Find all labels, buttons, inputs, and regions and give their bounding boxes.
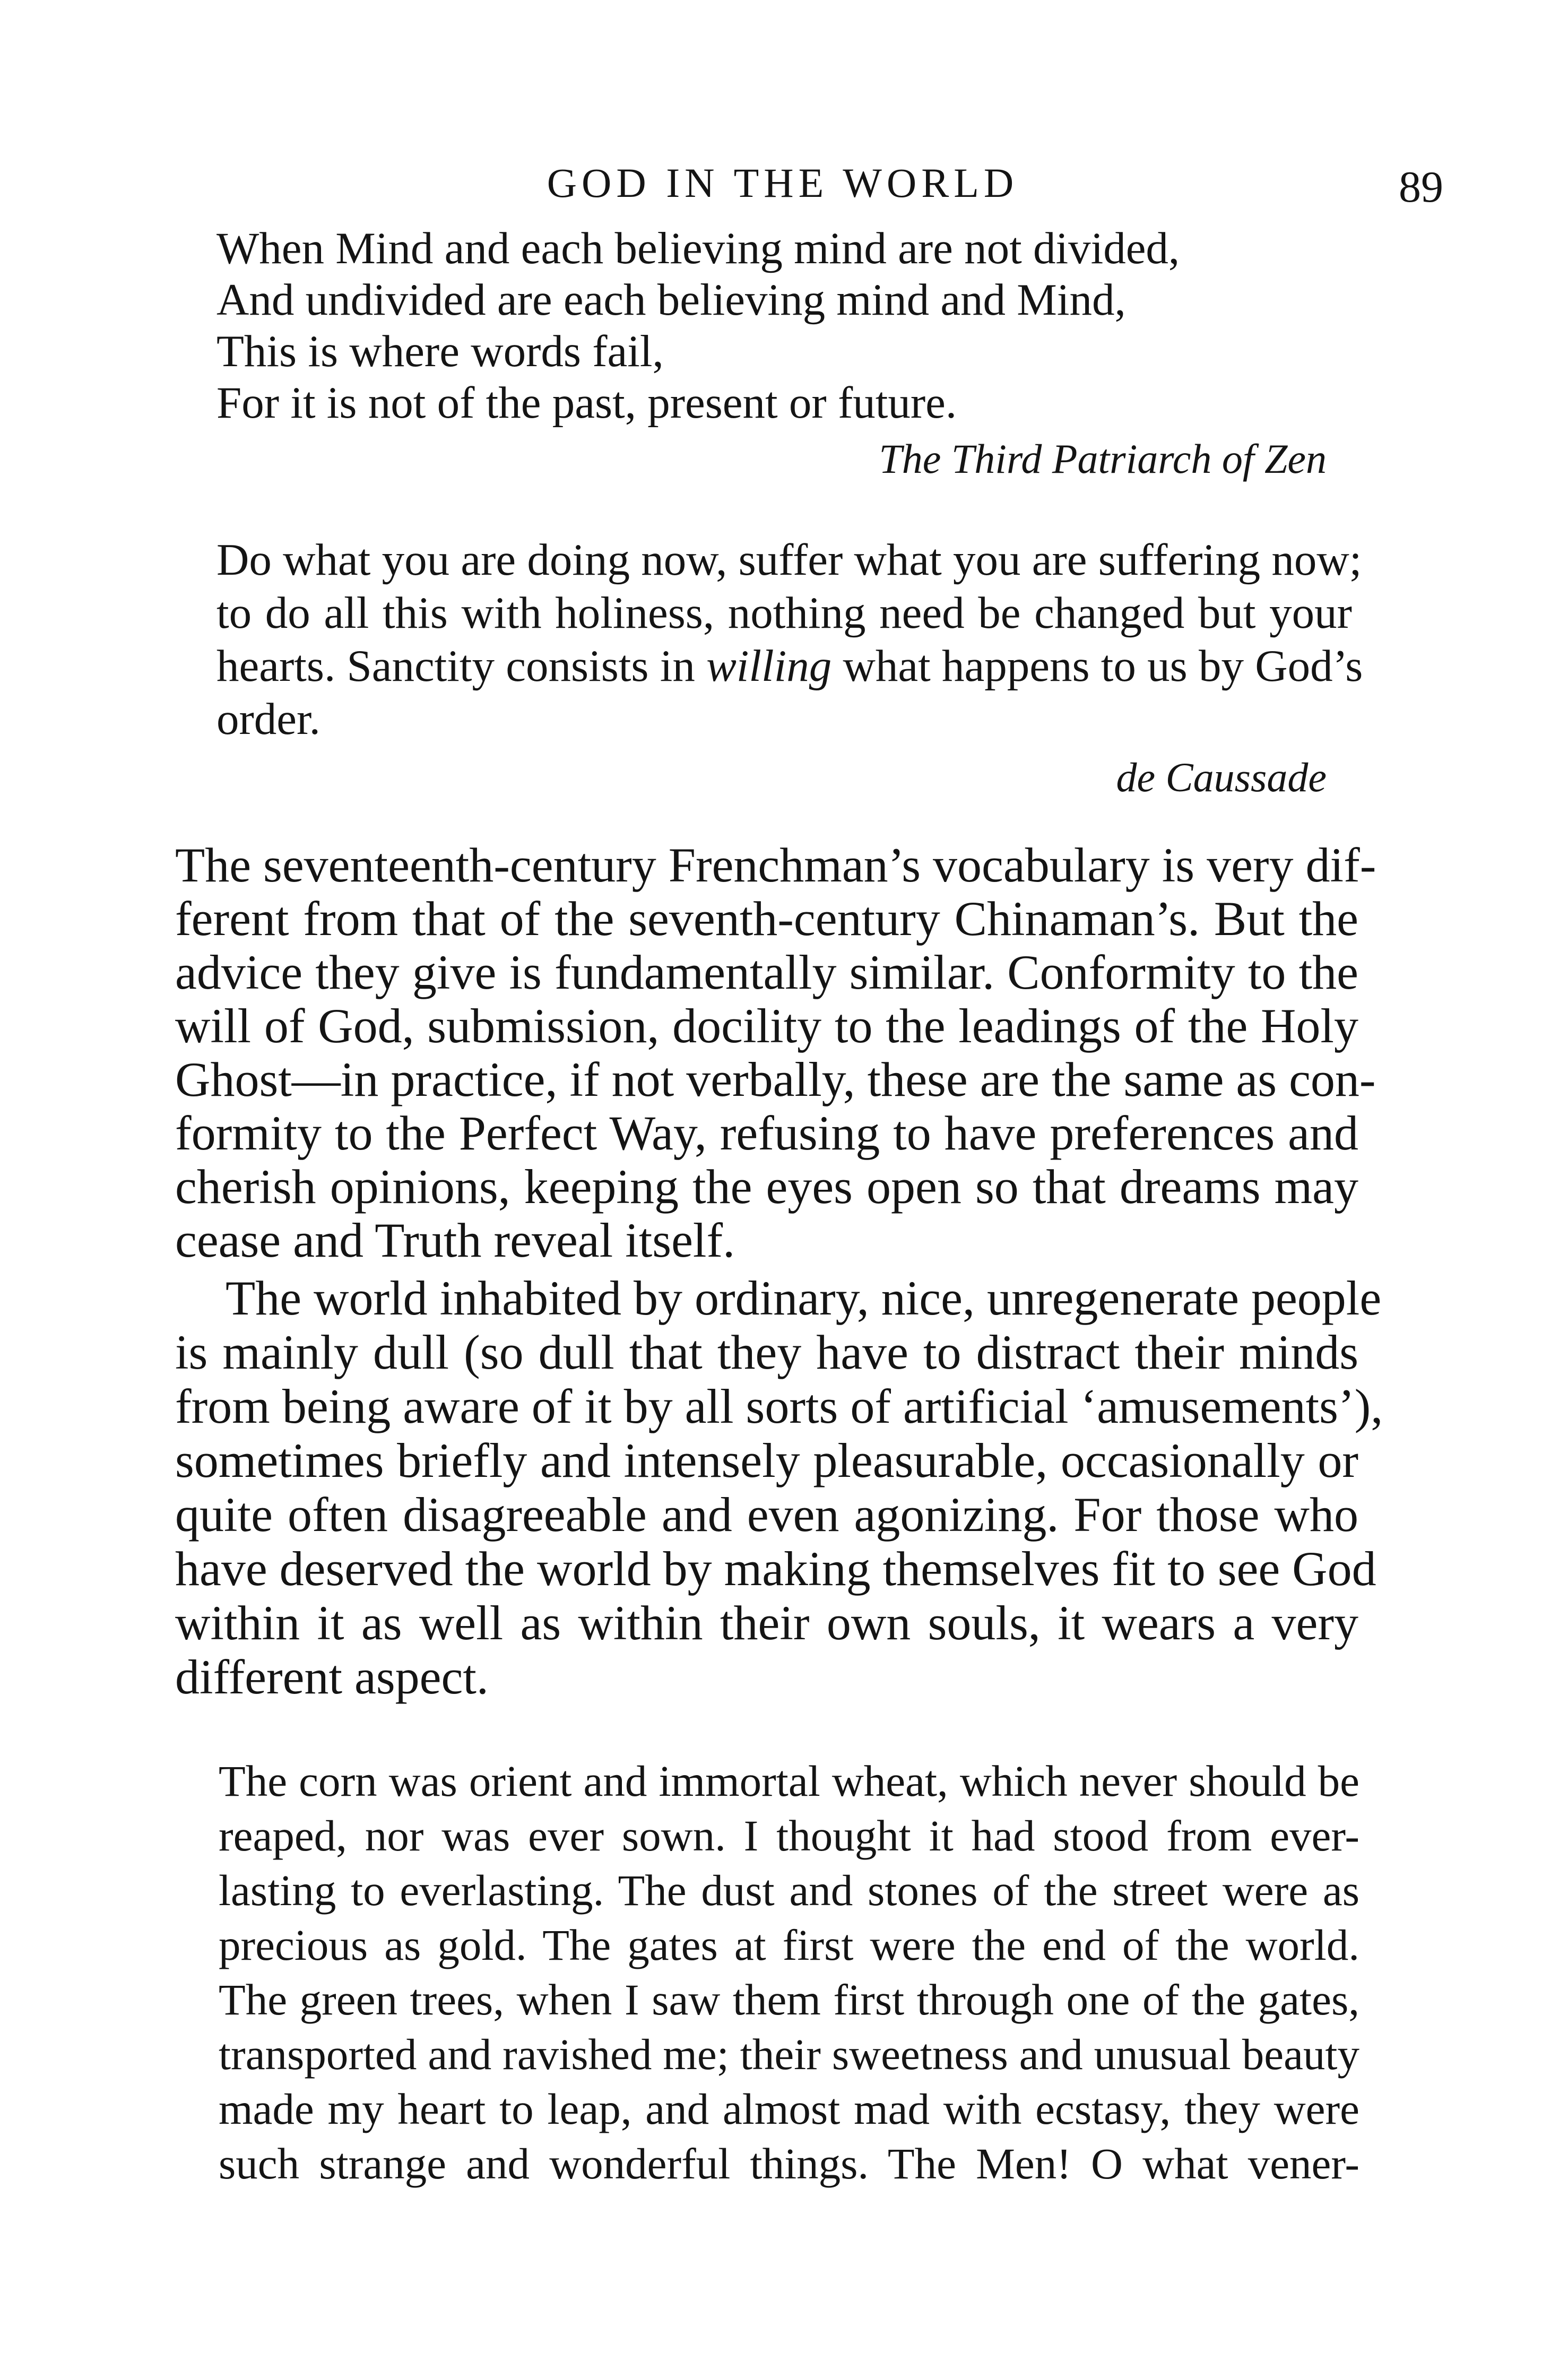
caussade-quote bbox=[216, 533, 1363, 746]
body-line: quite often disagreeable and even agonizing. For those who bbox=[175, 1487, 1358, 1542]
quote-text: what happens to us by God’s bbox=[831, 641, 1363, 691]
page-number: 89 bbox=[1399, 162, 1443, 212]
body-line: cherish opinions, keeping the eyes open so that dreams may bbox=[175, 1160, 1358, 1214]
body-line: The seventeenth-century Frenchman’s vocabulary is very dif- bbox=[175, 838, 1376, 892]
running-title: GOD IN THE WORLD bbox=[547, 160, 1019, 206]
quote-line: The green trees, when I saw them first through one of the gates, bbox=[219, 1975, 1359, 2024]
body-line: advice they give is fundamentally similar. Conformity to the bbox=[175, 945, 1358, 999]
body-line: have deserved the world by making themselves fit to see God bbox=[175, 1542, 1376, 1596]
body-line: ferent from that of the seventh-century Chinaman’s. But the bbox=[175, 892, 1358, 946]
body-paragraph-2 bbox=[175, 1271, 1383, 1704]
body-line: different aspect. bbox=[175, 1650, 489, 1704]
emphasis-text: willing bbox=[706, 641, 832, 691]
verse-line: When Mind and each believing mind are not divided, bbox=[216, 223, 1180, 273]
body-line: within it as well as within their own souls, it wears a very bbox=[175, 1596, 1358, 1650]
body-line: cease and Truth reveal itself. bbox=[175, 1213, 735, 1267]
quote-line: The corn was orient and immortal wheat, which never should be bbox=[219, 1757, 1359, 1805]
caussade-attribution: de Caussade bbox=[1116, 754, 1327, 800]
body-line: from being aware of it by all sorts of artificial ‘amusements’), bbox=[175, 1379, 1383, 1433]
body-line: Ghost—in practice, if not verbally, these are the same as con- bbox=[175, 1052, 1376, 1106]
quote-line: such strange and wonderful things. The Men! O what vener- bbox=[219, 2139, 1359, 2188]
quote-text: hearts. Sanctity consists in bbox=[216, 641, 707, 691]
body-line: The world inhabited by ordinary, nice, unregenerate people bbox=[226, 1271, 1382, 1325]
verse-line: This is where words fail, bbox=[216, 326, 664, 376]
running-head bbox=[175, 154, 1443, 212]
quote-line bbox=[216, 639, 1363, 693]
quote-line: transported and ravished me; their sweetness and unusual beauty bbox=[219, 2030, 1359, 2079]
quote-line: lasting to everlasting. The dust and stones of the street were as bbox=[219, 1866, 1359, 1915]
verse-quote bbox=[216, 223, 1357, 429]
verse-line: And undivided are each believing mind and Mind, bbox=[216, 275, 1126, 325]
quote-line: Do what you are doing now, suffer what you are suffering now; bbox=[216, 535, 1362, 585]
body-line: sometimes briefly and intensely pleasurable, occasionally or bbox=[175, 1433, 1358, 1487]
quote-line: reaped, nor was ever sown. I thought it had stood from ever- bbox=[219, 1811, 1359, 1860]
body-line: formity to the Perfect Way, refusing to have preferences and bbox=[175, 1106, 1358, 1160]
traherne-quote bbox=[219, 1754, 1359, 2191]
verse-attribution: The Third Patriarch of Zen bbox=[879, 436, 1327, 482]
body-line: is mainly dull (so dull that they have to distract their minds bbox=[175, 1325, 1358, 1379]
quote-line: order. bbox=[216, 694, 320, 744]
body-line: will of God, submission, docility to the leadings of the Holy bbox=[175, 999, 1358, 1053]
body-paragraph-1 bbox=[175, 838, 1376, 1267]
verse-line: For it is not of the past, present or future. bbox=[216, 378, 957, 428]
quote-line: precious as gold. The gates at first were the end of the world. bbox=[219, 1921, 1359, 1969]
quote-line: to do all this with holiness, nothing need be changed but your bbox=[216, 588, 1352, 638]
quote-line: made my heart to leap, and almost mad with ecstasy, they were bbox=[219, 2084, 1359, 2133]
